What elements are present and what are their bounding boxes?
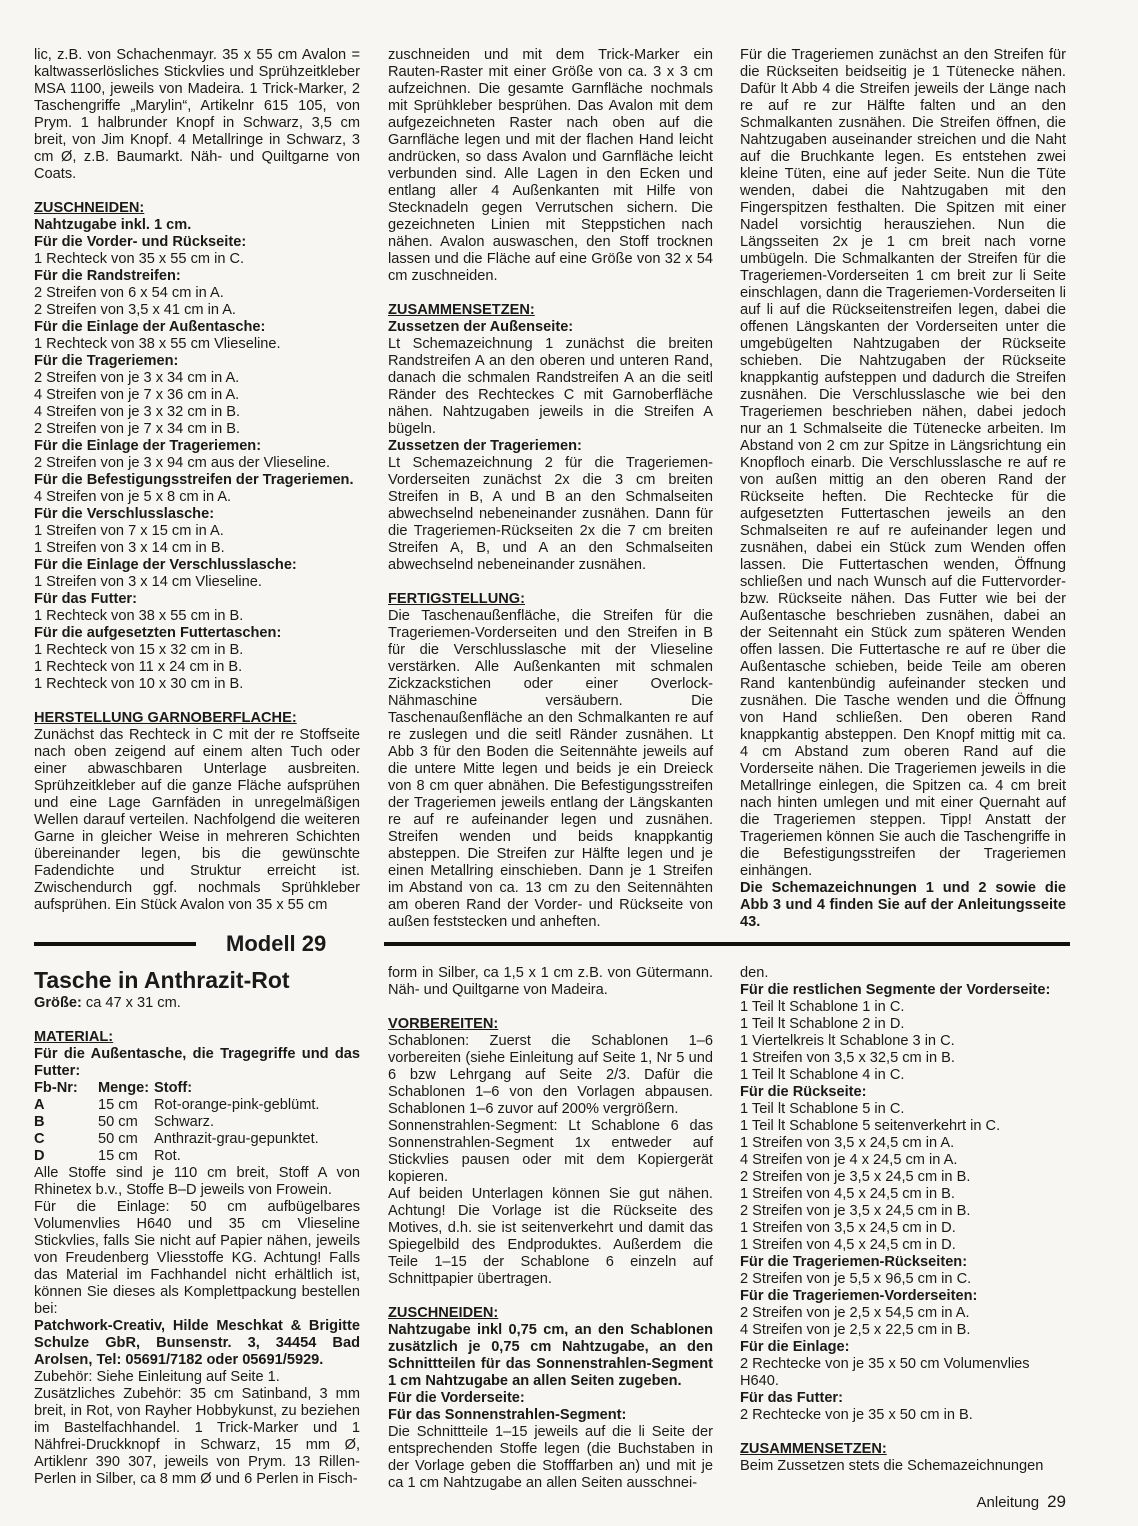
page-number: 29 [1047, 1492, 1066, 1511]
cut-line: 1 Rechteck von 38 x 55 cm in B. [34, 608, 244, 624]
section-heading: ZUSCHNEIDEN: [388, 1305, 499, 1321]
paragraph: Zusätzliches Zubehör: 35 cm Satinband, 3 mm breit, in Rot, von Rayher Hobbykunst, zu beziehen im Bastelfachhandel. 1 Trick-Marker und 1 Nähfrei-Druckknopf in Schwarz, 15 mm Ø, Artiklenr 390 307, jeweils von Prym. 13 Rillen-Perlen in Silber, ca 8 mm Ø und 6 Perlen in Fisch- [34, 1386, 360, 1487]
cut-line: 1 Streifen von 3,5 x 24,5 cm in D. [740, 1220, 956, 1236]
amount: 50 cm [98, 1131, 138, 1147]
cut-line: 1 Rechteck von 10 x 30 cm in B. [34, 676, 244, 692]
subheading: Für die Außentasche, die Tragegriffe und das Futter: [34, 1046, 360, 1079]
size-value: ca 47 x 31 cm. [85, 995, 181, 1011]
paragraph: Für die Trageriemen zunächst an den Streifen für die Rückseiten beidseitig je 1 Tütenecke nähen. Dafür lt Abb 4 die Streifen jeweils der Länge nach re auf re zur Hälfte falten und an den Schmalkanten zusnähen. Die Streifen öffnen, die Nahtzugaben auseinander streichen und die Naht auf die Bruchkante legen. Es entstehen zwei kleine Tüten, eine auf jeder Seite. Nun die Tüte wenden, dabei die Nahtzugaben mit den Fingerspitzen festhalten. Die Spitzen mit einer Nadel vorsichtig herausziehen. Nun die Längsseiten 2x je 1 cm breit nach vorne umbügeln. Die Schmalkanten der Streifen für die Trageriemen-Vorderseiten 1 cm breit zur li Seite einschlagen, dann die Trageriemen-Vorderseiten li auf li auf die Rückseitenstreifen legen, dabei die offenen Längskanten der Vorderseiten unter die umgebügelten Nahtzugaben der Rückseite schieben. Die Nahtzugaben der Rückseite knappkantig aufsteppen und dadurch die Streifen zusnähen. Die Verschlusslasche wie bei den Trageriemen beschrieben nähen, dabei jedoch nur an 1 Schmalseite die Tütenecke arbeiten. Im Abstand von 2 cm zur Spitze in Längsrichtung ein Knopfloch einarb. Die Verschlusslasche re auf re von außen mittig an den oberen Rand der Rückseite heften. Die Rechtecke für die aufgesetzten Futtertaschen jeweils an den Schmalseiten re auf re aufeinander legen und zusnähen, dabei ein Stück zum Wenden offen lassen. Die Futtertaschen wenden, Öffnung schließen und nach Wunsch auf die Futtervorder- bzw. Rückseite nähen. Das Futter wie bei der Außentasche beschrieben zusnähen, dabei an der Seitennaht ein Stück zum späteren Wenden offen lassen. Die Futtertasche re auf re über die Außentasche schieben, beide Teile am oberen Rand kantenbündig aufeinander stecken und zusnähen. Die Tasche wenden und die Öffnung von Hand schließen. Den oberen Rand knappkantig absteppen. Den Knopf mittig mit ca. 4 cm Abstand zum oberen Rand auf die Vorderseite nähen. Die Trageriemen jeweils in die Metallringe einlegen, die Spitzen ca. 4 cm breit nach hinten umlegen und mit einer Quernaht auf die Trageriemen steppen. Tipp! Anstatt der Trageriemen können Sie auch die Taschengriffe in die Befestigungsstreifen der Trageriemen einhängen. [740, 47, 1066, 879]
subheading: Für die aufgesetzten Futtertaschen: [34, 625, 282, 641]
color-code: D [34, 1148, 45, 1164]
cut-line: 2 Streifen von 6 x 54 cm in A. [34, 285, 224, 301]
fabric: Anthrazit-grau-gepunktet. [154, 1131, 319, 1147]
subheading: Für die Einlage der Trageriemen: [34, 438, 262, 454]
material-continued: lic, z.B. von Schachenmayr. 35 x 55 cm Avalon = kaltwasserlösliches Stickvlies und Sprühzeitkleber MSA 1100, jeweils von Madeira. 1 Trick-Marker, 2 Taschengriffe „Marylin“, Artikelnr 615 105, von Prym. 1 halbrunder Knopf in Schwarz, 3,5 cm breit, von Jim Knopf. 4 Metallringe in Schwarz, 3 cm Ø, z.B. Baumarkt. Näh- und Quiltgarne von Coats. [34, 47, 360, 182]
cut-line: 1 Teil lt Schablone 1 in C. [740, 999, 905, 1015]
section-heading: ZUSAMMENSETZEN: [388, 302, 535, 318]
top-column-3 [740, 47, 1066, 931]
subheading: Für die restlichen Segmente der Vorderseite: [740, 982, 1051, 998]
bottom-column-2 [388, 965, 713, 1492]
subheading: Für die Trageriemen-Vorderseiten: [740, 1288, 978, 1304]
section-heading: ZUSAMMENSETZEN: [740, 1441, 887, 1457]
cut-line: 2 Rechtecke von je 35 x 50 cm in B. [740, 1407, 973, 1423]
paragraph: Auf beiden Unterlagen können Sie gut nähen. Achtung! Die Vorlage ist die Rückseite des Motives, d.h. sie ist seitenverkehrt und damit das Spiegelbild des Endproduktes. Außerdem die Teile 1–15 der Schablone 6 einzeln auf Schnittpapier übertragen. [388, 1186, 713, 1287]
subheading: Für die Verschlusslasche: [34, 506, 215, 522]
header-cell: Menge: [98, 1080, 150, 1096]
cut-line: 1 Rechteck von 11 x 24 cm in B. [34, 659, 243, 675]
amount: 50 cm [98, 1114, 138, 1130]
amount: 15 cm [98, 1097, 138, 1113]
cut-line: 4 Streifen von je 2,5 x 22,5 cm in B. [740, 1322, 971, 1338]
supplier-address: Patchwork-Creativ, Hilde Meschkat & Brigitte Schulze GbR, Bunsenstr. 3, 34454 Bad Arolsen, Tel: 05691/7182 oder 05691/5929. [34, 1318, 360, 1368]
top-column-1 [34, 47, 360, 914]
subheading: Zussetzen der Außenseite: [388, 319, 574, 335]
paragraph: form in Silber, ca 1,5 x 1 cm z.B. von Gütermann. Näh- und Quiltgarne von Madeira. [388, 965, 713, 998]
bottom-column-1 [34, 965, 360, 1488]
paragraph: Zubehör: Siehe Einleitung auf Seite 1. [34, 1369, 280, 1385]
cut-line: 1 Viertelkreis lt Schablone 3 in C. [740, 1033, 955, 1049]
model-divider [34, 930, 1070, 958]
bottom-column-3 [740, 965, 1066, 1475]
subheading: Für die Rückseite: [740, 1084, 867, 1100]
table-row [34, 1148, 319, 1165]
cut-line: 1 Rechteck von 35 x 55 cm in C. [34, 251, 245, 267]
table-row [34, 1131, 319, 1148]
cut-line: 1 Teil lt Schablone 5 in C. [740, 1101, 905, 1117]
color-code: B [34, 1114, 45, 1130]
subheading: Für das Futter: [34, 591, 137, 607]
cut-line: 1 Streifen von 3 x 14 cm Vlieseline. [34, 574, 262, 590]
size-line [34, 995, 360, 1012]
color-code: C [34, 1131, 45, 1147]
cut-line: 1 Teil lt Schablone 4 in C. [740, 1067, 905, 1083]
section-heading: HERSTELLUNG GARNOBERFLACHE: [34, 710, 297, 726]
subheading: Für das Futter: [740, 1390, 843, 1406]
paragraph: Die Taschenaußenfläche, die Streifen für die Trageriemen-Vorderseiten und den Streifen in B für die Verschlusslasche mit der Vlieseline verstärken. Alle Außenkanten mit schmalen Zickzackstichen oder einer Overlock-Nähmaschine versäubern. Die Taschenaußenfläche an den Schmalkanten re auf re zuslegen und die seitl Ränder zusnähen. Lt Abb 3 für den Boden die Seitennähte jeweils auf die untere Mitte legen und beids je ein Dreieck von 8 cm quer abnähen. Die Befestigungsstreifen der Trageriemen jeweils entlang der Längskanten re auf re aufeinander legen und zusnähen. Streifen wenden und beids knappkantig absteppen. Die Streifen zur Hälfte legen und je einen Metallring einschieben. Dann je 1 Streifen im Abstand von ca. 13 cm zu den Seitennähten am oberen Rand der Vorder- und Rückseite von außen feststecken und anheften. [388, 608, 713, 930]
paragraph: Alle Stoffe sind je 110 cm breit, Stoff A von Rhinetex b.v., Stoffe B–D jeweils von Frowein. [34, 1165, 360, 1198]
paragraph: Die Schnittteile 1–15 jeweils auf die li Seite der entsprechenden Stoffe legen (die Buchstaben in der Vorlage geben die Stofffarben an) und mit je ca 1 cm Nahtzugabe an allen Seiten ausschnei- [388, 1424, 713, 1491]
divider-line-right [384, 942, 1070, 946]
cut-line: 4 Streifen von je 7 x 36 cm in A. [34, 387, 240, 403]
fabric: Rot. [154, 1148, 181, 1164]
fabric-table-header [34, 1080, 319, 1097]
cut-line: 2 Streifen von je 3,5 x 24,5 cm in B. [740, 1203, 971, 1219]
top-column-2 [388, 47, 713, 931]
cut-line: 1 Streifen von 3 x 14 cm in B. [34, 540, 225, 556]
section-heading: ZUSCHNEIDEN: [34, 200, 145, 216]
cut-line: 4 Streifen von je 4 x 24,5 cm in A. [740, 1152, 958, 1168]
header-cell: Fb-Nr: [34, 1080, 78, 1096]
divider-line-left [34, 942, 196, 946]
paragraph: Beim Zussetzen stets die Schemazeichnungen [740, 1458, 1044, 1474]
cut-line: 2 Streifen von je 3 x 34 cm in A. [34, 370, 240, 386]
subheading: Für die Vorderseite: [388, 1390, 525, 1406]
header-cell: Stoff: [154, 1080, 193, 1096]
cut-line: 1 Streifen von 4,5 x 24,5 cm in D. [740, 1237, 956, 1253]
section-heading: VORBEREITEN: [388, 1016, 499, 1032]
cut-line: 1 Streifen von 3,5 x 24,5 cm in A. [740, 1135, 955, 1151]
amount: 15 cm [98, 1148, 138, 1164]
cut-line: 1 Rechteck von 15 x 32 cm in B. [34, 642, 244, 658]
footer-label: Anleitung [976, 1494, 1040, 1511]
reference-note: Die Schemazeichnungen 1 und 2 sowie die Abb 3 und 4 finden Sie auf der Anleitungsseite 43. [740, 880, 1066, 930]
cut-line: 2 Streifen von je 7 x 34 cm in B. [34, 421, 241, 437]
cut-line: 4 Streifen von je 3 x 32 cm in B. [34, 404, 241, 420]
cut-line: 2 Streifen von je 3,5 x 24,5 cm in B. [740, 1169, 971, 1185]
page-footer [977, 1492, 1066, 1512]
cut-line: 4 Streifen von je 5 x 8 cm in A. [34, 489, 232, 505]
cut-line: 2 Streifen von je 2,5 x 54,5 cm in A. [740, 1305, 970, 1321]
size-label: Größe: [34, 995, 82, 1011]
color-code: A [34, 1097, 45, 1113]
cut-line: 1 Streifen von 4,5 x 24,5 cm in B. [740, 1186, 955, 1202]
subheading: Für die Einlage der Außentasche: [34, 319, 266, 335]
paragraph: den. [740, 965, 769, 981]
paragraph: Sonnenstrahlen-Segment: Lt Schablone 6 das Sonnenstrahlen-Segment 1x entweder auf Stickvlies pausen oder mit dem Kopiergerät kopieren. [388, 1118, 713, 1185]
fabric-table [34, 1080, 319, 1165]
cut-line: 2 Streifen von je 5,5 x 96,5 cm in C. [740, 1271, 972, 1287]
section-heading: MATERIAL: [34, 1029, 114, 1045]
subheading: Für die Randstreifen: [34, 268, 181, 284]
subheading: Nahtzugabe inkl 0,75 cm, an den Schablonen zusätzlich je 0,75 cm Nahtzugabe, an den Schnittteilen für das Sonnenstrahlen-Segment 1 cm Nahtzugabe an allen Seiten zugeben. [388, 1322, 713, 1389]
cut-line: 2 Streifen von 3,5 x 41 cm in A. [34, 302, 236, 318]
fabric: Schwarz. [154, 1114, 215, 1130]
table-row [34, 1097, 319, 1114]
subheading: Für die Einlage der Verschlusslasche: [34, 557, 297, 573]
paragraph: Lt Schemazeichnung 2 für die Trageriemen-Vorderseiten zunächst 2x die 3 cm breiten Streifen in B, A und B an den Schmalseiten abwechselnd nebeneinander zusnähen. Dann für die Trageriemen-Rückseiten 2x die 7 cm breiten Streifen A, B, und A an den Schmalseiten abwechselnd nebeneinander zusnähen. [388, 455, 713, 573]
section-heading: FERTIGSTELLUNG: [388, 591, 526, 607]
fabric: Rot-orange-pink-geblümt. [154, 1097, 320, 1113]
paragraph: Zunächst das Rechteck in C mit der re Stoffseite nach oben zeigend auf einem alten Tuch oder einer abwaschbaren Unterlage ausbreiten. Sprühzeitkleber auf die ganze Fläche aufsprühen und eine Lage Garnfäden in unregelmäßigen Wellen darauf verteilen. Nachfolgend die weiteren Garne in gleicher Weise in mehreren Schichten übereinander legen, bis die gewünschte Fadendichte und Struktur erreicht ist. Zwischendurch ggf. nochmals Sprühkleber aufsprühen. Ein Stück Avalon von 35 x 55 cm [34, 727, 360, 913]
paragraph: Lt Schemazeichnung 1 zunächst die breiten Randstreifen A an den oberen und unteren Rand, danach die schmalen Randstreifen A an die seitl Ränder des Rechteckes C mit Garnoberfläche nähen. Nahtzugaben jeweils in die Streifen A bügeln. [388, 336, 713, 437]
subheading: Für die Trageriemen: [34, 353, 179, 369]
subheading: Für das Sonnenstrahlen-Segment: [388, 1407, 627, 1423]
subheading: Für die Vorder- und Rückseite: [34, 234, 247, 250]
paragraph: Für die Einlage: 50 cm aufbügelbares Volumenvlies H640 und 35 cm Vlieseline Stickvlies, falls Sie nicht auf Papier nähen, jeweils von Freudenberg Vliesstoffe KG. Achtung! Falls das Material im Fachhandel nicht erhältlich ist, können Sie dieses als Komplettpackung bestellen bei: [34, 1199, 360, 1317]
cut-line: 1 Streifen von 3,5 x 32,5 cm in B. [740, 1050, 955, 1066]
subheading: Nahtzugabe inkl. 1 cm. [34, 217, 192, 233]
cut-line: 1 Teil lt Schablone 2 in D. [740, 1016, 905, 1032]
cut-line: 2 Rechtecke von je 35 x 50 cm Volumenvlies H640. [740, 1356, 1030, 1389]
paragraph: Schablonen: Zuerst die Schablonen 1–6 vorbereiten (siehe Einleitung auf Seite 1, Nr 5 und 6 bzw Lehrgang auf Seite 2/3. Dafür die Schablonen 1–6 von den Vorlagen abpausen. Schablonen 1–6 zuvor auf 200% vergrößern. [388, 1033, 713, 1117]
project-title: Tasche in Anthrazit-Rot [34, 967, 290, 993]
cut-line: 1 Rechteck von 38 x 55 cm Vlieseline. [34, 336, 281, 352]
paragraph: zuschneiden und mit dem Trick-Marker ein Rauten-Raster mit einer Größe von ca. 3 x 3 cm aufzeichnen. Die gesamte Garnfläche nochmals mit Sprühkleber besprühen. Das Avalon mit dem aufgezeichneten Raster nach oben auf die Garnfläche legen und mit der flachen Hand leicht andrücken, so dass Avalon und Garnfläche leicht verbunden sind. Alle Lagen in den Ecken und entlang aller 4 Außenkanten mit Hilfe von Stecknadeln gegen Verrutschen sichern. Die gezeichneten Linien mit Steppstichen nach nähen. Avalon auswaschen, den Stoff trocknen lassen und die Fläche auf eine Größe von 32 x 54 cm zuschneiden. [388, 47, 713, 284]
subheading: Für die Befestigungsstreifen der Trageriemen. [34, 472, 354, 488]
cut-line: 1 Teil lt Schablone 5 seitenverkehrt in C. [740, 1118, 1001, 1134]
model-label: Modell 29 [226, 931, 327, 956]
cut-line: 2 Streifen von je 3 x 94 cm aus der Vlieseline. [34, 455, 331, 471]
subheading: Für die Trageriemen-Rückseiten: [740, 1254, 968, 1270]
cut-line: 1 Streifen von 7 x 15 cm in A. [34, 523, 224, 539]
subheading: Zussetzen der Trageriemen: [388, 438, 582, 454]
table-row [34, 1114, 319, 1131]
subheading: Für die Einlage: [740, 1339, 850, 1355]
